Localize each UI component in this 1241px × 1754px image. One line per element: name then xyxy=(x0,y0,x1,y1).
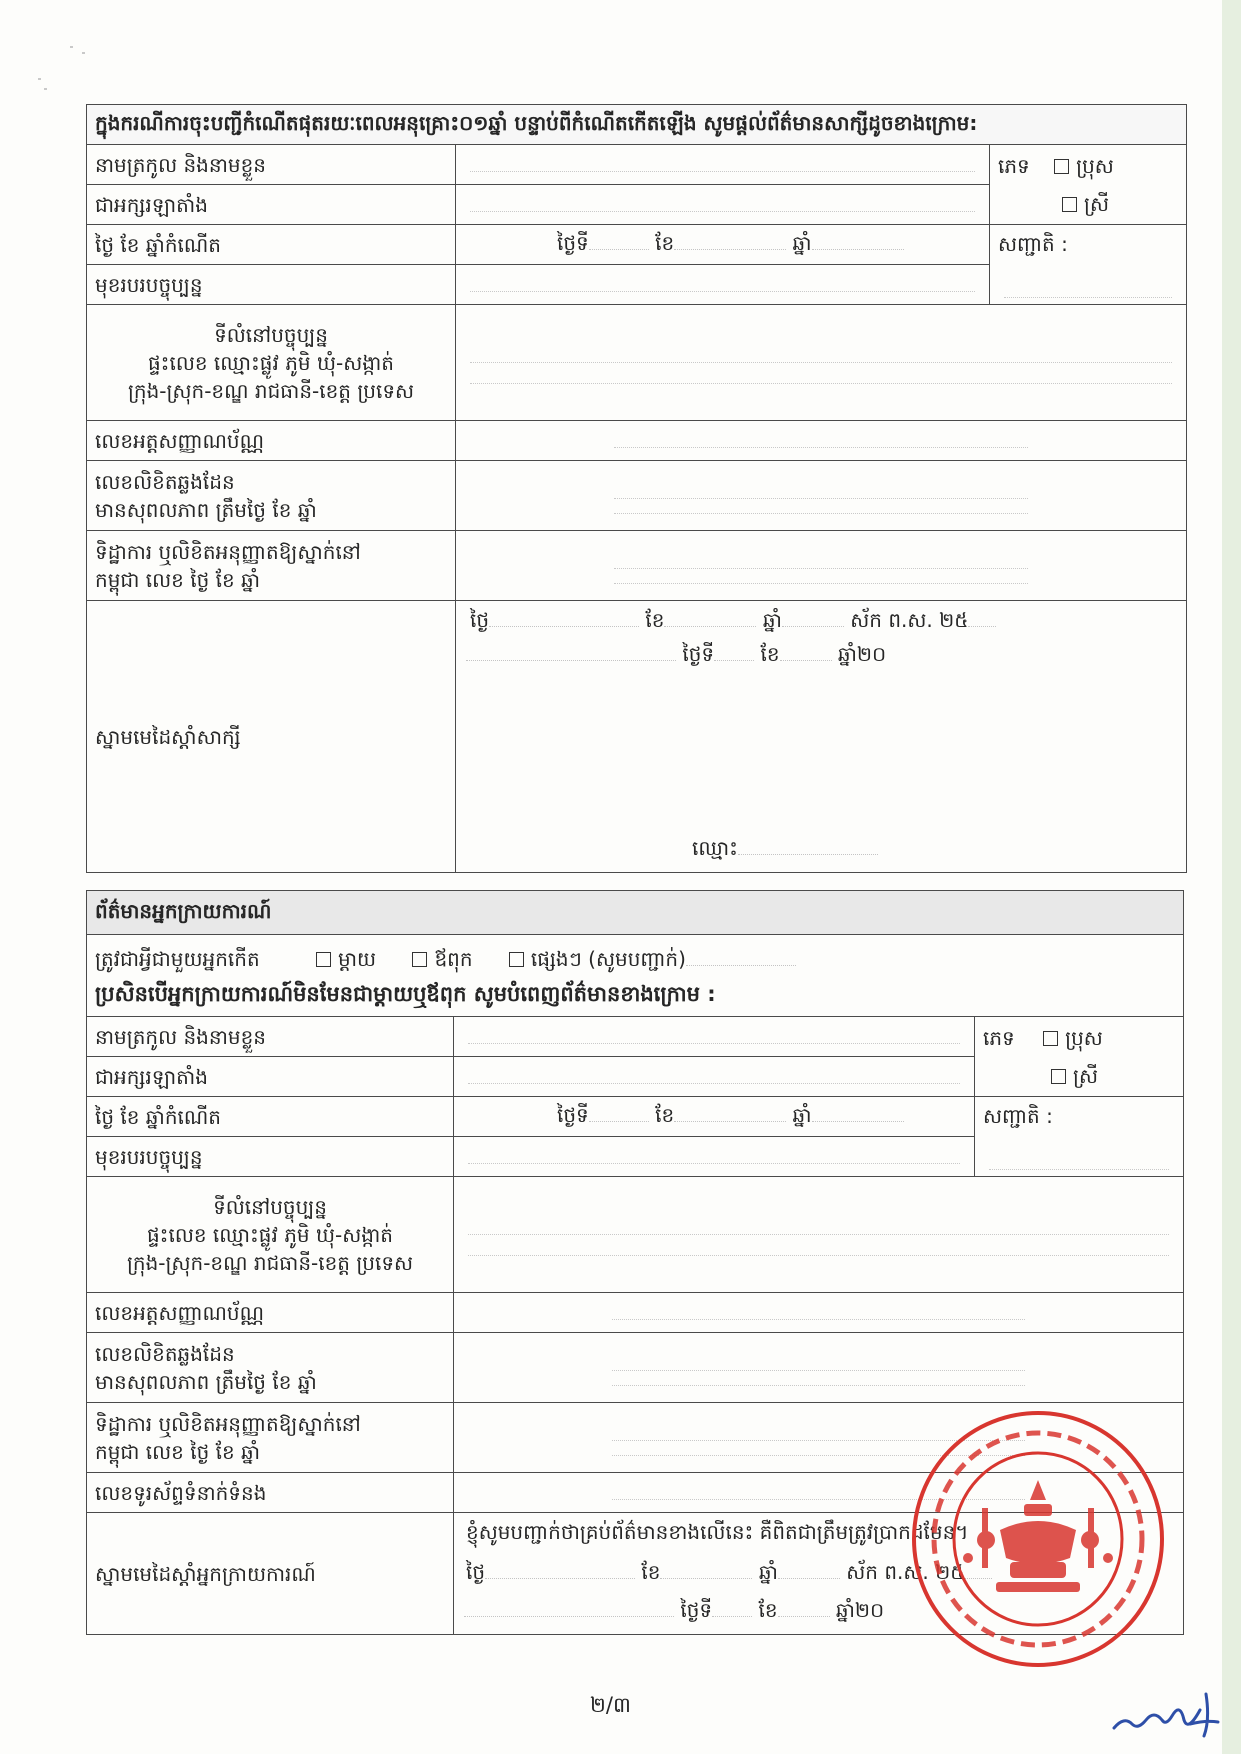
witness-id-field[interactable] xyxy=(456,421,1187,461)
visa-line2: កម្ពុជា លេខ ថ្ងៃ ខែ ឆ្នាំ xyxy=(95,1439,261,1464)
lunar-day-label: ថ្ងៃ xyxy=(470,608,490,632)
passport-line1: លេខលិខិតឆ្លងដែន xyxy=(95,1341,235,1366)
checkbox-male[interactable] xyxy=(1043,1031,1058,1046)
father-label: ឪពុក xyxy=(434,946,473,971)
sex-label: ភេទ xyxy=(998,153,1030,178)
informant-visa-label xyxy=(87,1403,454,1473)
informant-passport-label xyxy=(87,1333,454,1403)
visa-line1: ទិដ្ឋាការ ឬលិខិតអនុញ្ញាតឱ្យស្នាក់នៅ xyxy=(95,1411,361,1436)
relation-cell xyxy=(87,935,1184,1017)
declaration-text: ខ្ញុំសូមបញ្ជាក់ថាគ្រប់ព័ត៌មានខាងលើនេះ គឺពិតជាត្រឹមត្រូវប្រាកដមែន។ xyxy=(466,1520,969,1544)
year-label: ឆ្នាំ xyxy=(792,230,812,255)
witness-visa-field[interactable] xyxy=(456,531,1187,601)
month-label: ខែ xyxy=(655,230,675,255)
witness-signature-field[interactable] xyxy=(456,601,1187,873)
passport-line2: មានសុពលភាព ត្រឹមថ្ងៃ ខែ ឆ្នាំ xyxy=(95,497,317,522)
address-line2: ផ្ទះលេខ ឈ្មោះផ្លូវ ភូមិ ឃុំ-សង្កាត់ xyxy=(147,350,394,375)
other-label: ផ្សេងៗ (សូមបញ្ជាក់) xyxy=(530,946,686,971)
male-label: ប្រុស xyxy=(1076,153,1114,178)
year-label: ឆ្នាំ xyxy=(792,1102,812,1127)
male-label: ប្រុស xyxy=(1065,1025,1103,1050)
checkbox-male[interactable] xyxy=(1054,159,1069,174)
month2-label: ខែ xyxy=(758,1598,778,1622)
nationality-label: សញ្ជាតិ : xyxy=(983,1104,1053,1128)
page-edge xyxy=(1222,0,1241,1754)
scan-speck xyxy=(44,88,47,90)
witness-address-label xyxy=(87,305,456,421)
witness-name-field[interactable] xyxy=(456,145,990,185)
official-stamp-icon xyxy=(908,1408,1168,1670)
informant-nationality-cell[interactable] xyxy=(975,1097,1184,1177)
visa-line1: ទិដ្ឋាការ ឬលិខិតអនុញ្ញាតឱ្យស្នាក់នៅ xyxy=(95,539,361,564)
year2-label: ឆ្នាំ២០ xyxy=(835,1598,885,1622)
address-line2: ផ្ទះលេខ ឈ្មោះផ្លូវ ភូមិ ឃុំ-សង្កាត់ xyxy=(146,1222,393,1247)
witness-occupation-field[interactable] xyxy=(456,265,990,305)
witness-name-sign-label: ឈ្មោះ xyxy=(692,836,738,860)
checkbox-mother[interactable] xyxy=(316,952,331,967)
informant-id-field[interactable] xyxy=(454,1293,1184,1333)
day-label: ថ្ងៃទី xyxy=(557,1102,589,1127)
female-label: ស្រី xyxy=(1073,1063,1098,1088)
witness-name-label: នាមត្រកូល និងនាមខ្លួន xyxy=(87,145,456,185)
day2-label: ថ្ងៃទី xyxy=(682,642,715,666)
witness-visa-label xyxy=(87,531,456,601)
nationality-label: សញ្ជាតិ : xyxy=(998,232,1068,256)
witness-nationality-cell[interactable] xyxy=(990,225,1187,305)
scan-speck xyxy=(82,52,85,54)
scan-speck xyxy=(38,78,41,80)
lunar-year-label: ឆ្នាំ xyxy=(762,608,782,632)
scan-speck xyxy=(70,46,73,48)
lunar-month-label: ខែ xyxy=(641,1560,661,1584)
witness-passport-label xyxy=(87,461,456,531)
address-line1: ទីលំនៅបច្ចុប្បន្ន xyxy=(213,1194,327,1219)
witness-table xyxy=(86,104,1187,873)
witness-id-label: លេខអត្តសញ្ញាណប័ណ្ណ xyxy=(87,421,456,461)
checkbox-father[interactable] xyxy=(412,952,427,967)
checkbox-female[interactable] xyxy=(1051,1069,1066,1084)
era-label: ស័ក ព.ស. ២៥ xyxy=(846,1560,965,1584)
day-label: ថ្ងៃទី xyxy=(557,230,589,255)
witness-address-field[interactable] xyxy=(456,305,1187,421)
informant-signature-label: ស្នាមមេដៃស្តាំអ្នកក្រាយការណ៍ xyxy=(87,1513,454,1635)
informant-phone-label: លេខទូរស័ព្ទទំនាក់ទំនង xyxy=(87,1473,454,1513)
relation-label: ត្រូវជាអ្វីជាមួយអ្នកកើត xyxy=(95,946,260,971)
witness-dob-label: ថ្ងៃ ខែ ឆ្នាំកំណើត xyxy=(87,225,456,265)
checkbox-female[interactable] xyxy=(1062,197,1077,212)
witness-dob-field[interactable] xyxy=(456,225,990,265)
page-number: ២/៣ xyxy=(590,1693,631,1717)
witness-header: ក្នុងករណីការចុះបញ្ជីកំណើតផុតរយៈពេលអនុគ្រោះ០១ឆ្នាំ បន្ទាប់ពីកំណើតកើតឡើង សូមផ្តល់ព័ត៌មានសាក្សីដូចខាងក្រោម: xyxy=(87,105,1187,145)
informant-occupation-label: មុខរបរបច្ចុប្បន្ន xyxy=(87,1137,454,1177)
witness-signature-label: ស្នាមមេដៃស្តាំសាក្សី xyxy=(87,601,456,873)
era-label: ស័ក ព.ស. ២៥ xyxy=(850,608,969,632)
handwritten-signature-icon xyxy=(1110,1690,1220,1740)
witness-latin-label: ជាអក្សរឡាតាំង xyxy=(87,185,456,225)
year2-label: ឆ្នាំ២០ xyxy=(837,642,887,666)
informant-passport-field[interactable] xyxy=(454,1333,1184,1403)
informant-name-label: នាមត្រកូល និងនាមខ្លួន xyxy=(87,1017,454,1057)
address-line3: ក្រុង-ស្រុក-ខណ្ឌ រាជធានី-ខេត្ត ប្រទេស xyxy=(127,378,415,403)
mother-label: ម្តាយ xyxy=(338,946,377,971)
informant-sex-cell xyxy=(975,1017,1184,1097)
informant-address-field[interactable] xyxy=(454,1177,1184,1293)
informant-header: ព័ត៌មានអ្នកក្រាយការណ៍ xyxy=(87,891,1184,935)
checkbox-other[interactable] xyxy=(509,952,524,967)
lunar-day-label: ថ្ងៃ xyxy=(466,1560,486,1584)
passport-line1: លេខលិខិតឆ្លងដែន xyxy=(95,469,235,494)
lunar-month-label: ខែ xyxy=(645,608,665,632)
informant-dob-label: ថ្ងៃ ខែ ឆ្នាំកំណើត xyxy=(87,1097,454,1137)
informant-name-field[interactable] xyxy=(454,1017,975,1057)
lunar-year-label: ឆ្នាំ xyxy=(758,1560,778,1584)
informant-id-label: លេខអត្តសញ្ញាណប័ណ្ណ xyxy=(87,1293,454,1333)
visa-line2: កម្ពុជា លេខ ថ្ងៃ ខែ ឆ្នាំ xyxy=(95,567,261,592)
witness-sex-cell xyxy=(990,145,1187,225)
address-line3: ក្រុង-ស្រុក-ខណ្ឌ រាជធានី-ខេត្ត ប្រទេស xyxy=(126,1250,414,1275)
day2-label: ថ្ងៃទី xyxy=(680,1598,713,1622)
month2-label: ខែ xyxy=(760,642,780,666)
witness-passport-field[interactable] xyxy=(456,461,1187,531)
witness-occupation-label: មុខរបរបច្ចុប្បន្ន xyxy=(87,265,456,305)
female-label: ស្រី xyxy=(1084,191,1109,216)
informant-dob-field[interactable] xyxy=(454,1097,975,1137)
month-label: ខែ xyxy=(655,1102,675,1127)
informant-latin-field[interactable] xyxy=(454,1057,975,1097)
other-field[interactable] xyxy=(686,951,796,966)
passport-line2: មានសុពលភាព ត្រឹមថ្ងៃ ខែ ឆ្នាំ xyxy=(95,1369,317,1394)
witness-latin-field[interactable] xyxy=(456,185,990,225)
if-not-parent-note: ប្រសិនបើអ្នកក្រាយការណ៍មិនមែនជាម្តាយឬឪពុក សូមបំពេញព័ត៌មានខាងក្រោម : xyxy=(95,981,716,1006)
informant-address-label xyxy=(87,1177,454,1293)
address-line1: ទីលំនៅបច្ចុប្បន្ន xyxy=(214,322,328,347)
sex-label: ភេទ xyxy=(983,1025,1015,1050)
informant-latin-label: ជាអក្សរឡាតាំង xyxy=(87,1057,454,1097)
informant-occupation-field[interactable] xyxy=(454,1137,975,1177)
